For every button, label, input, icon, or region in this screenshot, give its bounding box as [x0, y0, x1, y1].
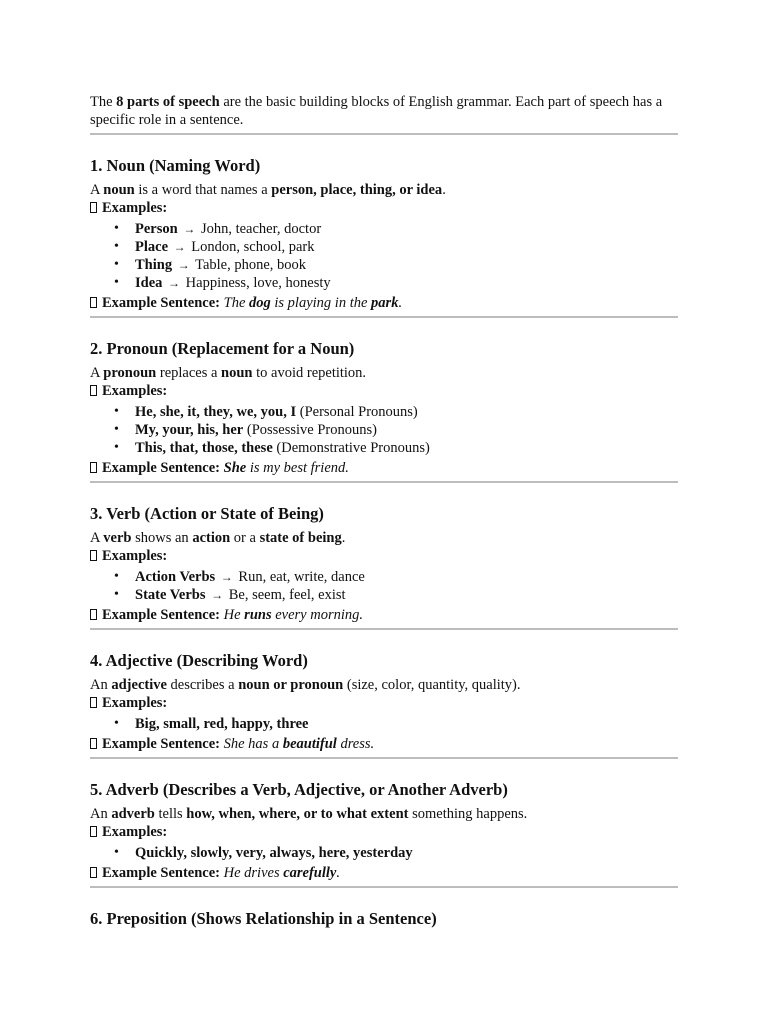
desc-text: replaces a — [156, 365, 222, 381]
example-term: Thing — [135, 257, 173, 273]
desc-text: (size, color, quantity, quality). — [343, 677, 521, 693]
examples-heading — [90, 199, 678, 217]
section-1 — [90, 156, 678, 318]
examples-heading — [90, 382, 678, 400]
list-item — [135, 586, 678, 604]
examples-list — [90, 568, 678, 604]
desc-text: A — [90, 182, 104, 198]
arrow-icon: → — [183, 222, 196, 236]
section-divider — [90, 757, 678, 759]
example-text: (Possessive Pronouns) — [246, 422, 377, 438]
sentence-part: He drives — [223, 865, 284, 881]
example-sentence — [90, 735, 678, 753]
sentence-bold: She — [223, 460, 247, 476]
examples-list — [90, 220, 678, 292]
desc-text: describes a — [166, 677, 239, 693]
desc-bold: person, place, thing, or idea — [271, 182, 443, 198]
document-page — [90, 93, 678, 934]
section-title: 3. Verb (Action or State of Being) — [90, 504, 324, 523]
arrow-icon: → — [173, 240, 186, 254]
sentence-bold: dog — [249, 295, 271, 311]
example-text: London, school, park — [191, 239, 315, 255]
examples-label: Examples: — [102, 824, 168, 840]
section-5 — [90, 780, 678, 888]
sentence-text — [224, 295, 402, 311]
desc-text: is a word that names a — [134, 182, 272, 198]
example-term: Person — [135, 221, 178, 237]
glyph-placeholder-icon — [90, 826, 97, 837]
section-description — [90, 805, 678, 823]
sentence-part: every morning. — [271, 607, 363, 623]
glyph-placeholder-icon — [90, 609, 97, 620]
section-title-preposition: 6. Preposition (Shows Relationship in a Sentence) — [90, 909, 437, 928]
example-text: (Demonstrative Pronouns) — [276, 440, 430, 456]
section-description — [90, 529, 678, 547]
sentence-text — [224, 736, 375, 752]
list-item — [135, 568, 678, 586]
example-term: Big, small, red, happy, three — [135, 716, 309, 732]
example-text: Happiness, love, honesty — [185, 275, 331, 291]
examples-label: Examples: — [102, 548, 168, 564]
intro-bold: 8 parts of speech — [116, 94, 220, 110]
example-term: This, that, those, these — [135, 440, 273, 456]
sentence-label: Example Sentence: — [102, 460, 220, 476]
examples-list — [90, 844, 678, 862]
arrow-icon: → — [211, 588, 224, 602]
example-term: Place — [135, 239, 169, 255]
desc-bold: adverb — [111, 806, 155, 822]
glyph-placeholder-icon — [90, 202, 97, 213]
sentence-part: is my best friend. — [246, 460, 349, 476]
glyph-placeholder-icon — [90, 867, 97, 878]
section-description — [90, 676, 678, 694]
list-item — [135, 403, 678, 421]
section-3 — [90, 504, 678, 630]
section-title: 4. Adjective (Describing Word) — [90, 651, 308, 670]
example-text: Table, phone, book — [195, 257, 307, 273]
example-text: Be, seem, feel, exist — [228, 587, 346, 603]
sentence-bold: beautiful — [282, 736, 337, 752]
list-item — [135, 715, 678, 733]
examples-label: Examples: — [102, 695, 168, 711]
section-4 — [90, 651, 678, 759]
examples-list — [90, 715, 678, 733]
desc-text: . — [341, 530, 346, 546]
section-divider — [90, 481, 678, 483]
list-item — [135, 274, 678, 292]
list-item — [135, 256, 678, 274]
sentence-part: dress. — [336, 736, 375, 752]
sentence-part: . — [336, 865, 340, 881]
section-title: 1. Noun (Naming Word) — [90, 156, 261, 175]
arrow-icon: → — [168, 276, 181, 290]
list-item — [135, 439, 678, 457]
section-title: 2. Pronoun (Replacement for a Noun) — [90, 339, 355, 358]
sentence-part: He — [223, 607, 245, 623]
example-sentence — [90, 606, 678, 624]
glyph-placeholder-icon — [90, 697, 97, 708]
sentence-text — [224, 607, 363, 623]
examples-label: Examples: — [102, 383, 168, 399]
desc-bold: noun — [103, 182, 135, 198]
glyph-placeholder-icon — [90, 462, 97, 473]
desc-bold: adjective — [111, 677, 167, 693]
example-text: (Personal Pronouns) — [299, 404, 418, 420]
sentence-bold: runs — [244, 607, 272, 623]
desc-bold: noun or pronoun — [238, 677, 344, 693]
example-text: Run, eat, write, dance — [238, 569, 365, 585]
intro-paragraph — [90, 93, 678, 129]
example-term: Quickly, slowly, very, always, here, yesterday — [135, 845, 413, 861]
desc-bold: pronoun — [103, 365, 157, 381]
sentence-label: Example Sentence: — [102, 736, 220, 752]
sentence-part: She has a — [223, 736, 283, 752]
sentence-part: The — [223, 295, 249, 311]
desc-bold: how, when, where, or to what extent — [186, 806, 409, 822]
examples-heading — [90, 694, 678, 712]
desc-text: An — [90, 806, 112, 822]
example-term: Action Verbs — [135, 569, 216, 585]
section-divider — [90, 133, 678, 135]
examples-heading — [90, 547, 678, 565]
list-item — [135, 421, 678, 439]
section-2 — [90, 339, 678, 483]
desc-text: to avoid repetition. — [252, 365, 367, 381]
examples-list — [90, 403, 678, 457]
list-item — [135, 238, 678, 256]
glyph-placeholder-icon — [90, 738, 97, 749]
desc-bold: state of being — [259, 530, 342, 546]
sentence-label: Example Sentence: — [102, 295, 220, 311]
sections-container — [90, 156, 678, 888]
examples-label: Examples: — [102, 200, 168, 216]
sentence-bold: carefully — [283, 865, 337, 881]
glyph-placeholder-icon — [90, 385, 97, 396]
list-item — [135, 844, 678, 862]
sentence-bold: park — [371, 295, 399, 311]
example-term: He, she, it, they, we, you, I — [135, 404, 297, 420]
section-description — [90, 364, 678, 382]
glyph-placeholder-icon — [90, 550, 97, 561]
example-sentence — [90, 459, 678, 477]
arrow-icon: → — [220, 570, 233, 584]
example-text: John, teacher, doctor — [200, 221, 322, 237]
desc-text: shows an — [131, 530, 193, 546]
section-divider — [90, 886, 678, 888]
example-sentence — [90, 864, 678, 882]
sentence-label: Example Sentence: — [102, 607, 220, 623]
example-term: My, your, his, her — [135, 422, 244, 438]
sentence-label: Example Sentence: — [102, 865, 220, 881]
example-term: Idea — [135, 275, 163, 291]
desc-text: A — [90, 530, 104, 546]
intro-text-rest: are the basic building blocks of English grammar. Each part of speech has a specific role in a sentence. — [90, 94, 663, 128]
section-divider — [90, 316, 678, 318]
example-sentence — [90, 294, 678, 312]
desc-text: . — [442, 182, 446, 198]
desc-bold: noun — [221, 365, 253, 381]
desc-text: or a — [230, 530, 260, 546]
desc-text: tells — [154, 806, 187, 822]
list-item — [135, 220, 678, 238]
sentence-text — [224, 460, 349, 476]
arrow-icon: → — [177, 258, 190, 272]
section-title: 5. Adverb (Describes a Verb, Adjective, or Another Adverb) — [90, 780, 508, 799]
sentence-text — [224, 865, 340, 881]
examples-heading — [90, 823, 678, 841]
desc-text: something happens. — [408, 806, 528, 822]
intro-text: The — [90, 94, 117, 110]
example-term: State Verbs — [135, 587, 206, 603]
sentence-part: is playing in the — [270, 295, 372, 311]
section-divider — [90, 628, 678, 630]
sentence-part: . — [398, 295, 403, 311]
glyph-placeholder-icon — [90, 297, 97, 308]
desc-bold: verb — [103, 530, 132, 546]
desc-text: An — [90, 677, 112, 693]
desc-bold: action — [192, 530, 231, 546]
desc-text: A — [90, 365, 104, 381]
section-description — [90, 181, 678, 199]
